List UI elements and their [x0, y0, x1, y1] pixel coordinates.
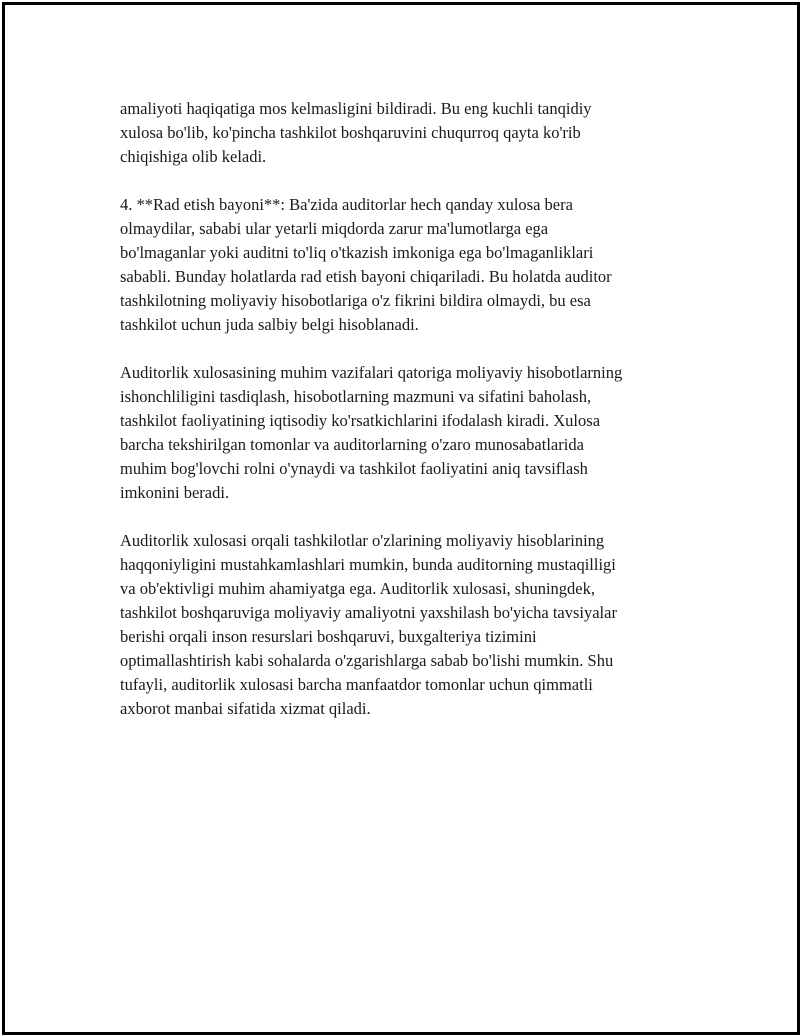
paragraph-1: amaliyoti haqiqatiga mos kelmasligini bildiradi. Bu eng kuchli tanqidiy xulosa bo'lib, ko'pincha tashkilot boshqaruvini chuqurroq qayta ko'rib chiqishiga olib keladi. [120, 99, 592, 166]
paragraph-2: 4. **Rad etish bayoni**: Ba'zida auditorlar hech qanday xulosa bera olmaydilar, sababi ular yetarli miqdorda zarur ma'lumotlarga ega bo'lmaganlar yoki auditni to'liq o'tkazish imkoniga ega bo'lmaganliklari sababli. Bunday holatlarda rad etish bayoni chiqariladi. Bu holatda auditor tashkilotning moliyaviy hisobotlariga o'z fikrini bildira olmaydi, bu esa tashkilot uchun juda salbiy belgi hisoblanadi. [120, 195, 612, 334]
paragraph-4: Auditorlik xulosasi orqali tashkilotlar o'zlarining moliyaviy hisoblarining haqqoniyligini mustahkamlashlari mumkin, bunda auditorning mustaqilligi va ob'ektivligi muhim ahamiyatga ega. Auditorlik xulosasi, shuningdek, tashkilot boshqaruviga moliyaviy amaliyotni yaxshilash bo'yicha tavsiyalar berishi orqali inson resurslari boshqaruvi, buxgalteriya tizimini optimallashtirish kabi sohalarda o'zgarishlarga sabab bo'lishi mumkin. Shu tufayli, auditorlik xulosasi barcha manfaatdor tomonlar uchun qimmatli axborot manbai sifatida xizmat qiladi. [120, 531, 617, 718]
page-border [2, 2, 800, 1035]
paragraph-3: Auditorlik xulosasining muhim vazifalari qatoriga moliyaviy hisobotlarning ishonchliligini tasdiqlash, hisobotlarning mazmuni va sifatini baholash, tashkilot faoliyatining iqtisodiy ko'rsatkichlarini ifodalash kiradi. Xulosa barcha tekshirilgan tomonlar va auditorlarning o'zaro munosabatlarida muhim bog'lovchi rolni o'ynaydi va tashkilot faoliyatini aniq tavsiflash imkonini beradi. [120, 363, 623, 502]
page-body [120, 97, 690, 745]
